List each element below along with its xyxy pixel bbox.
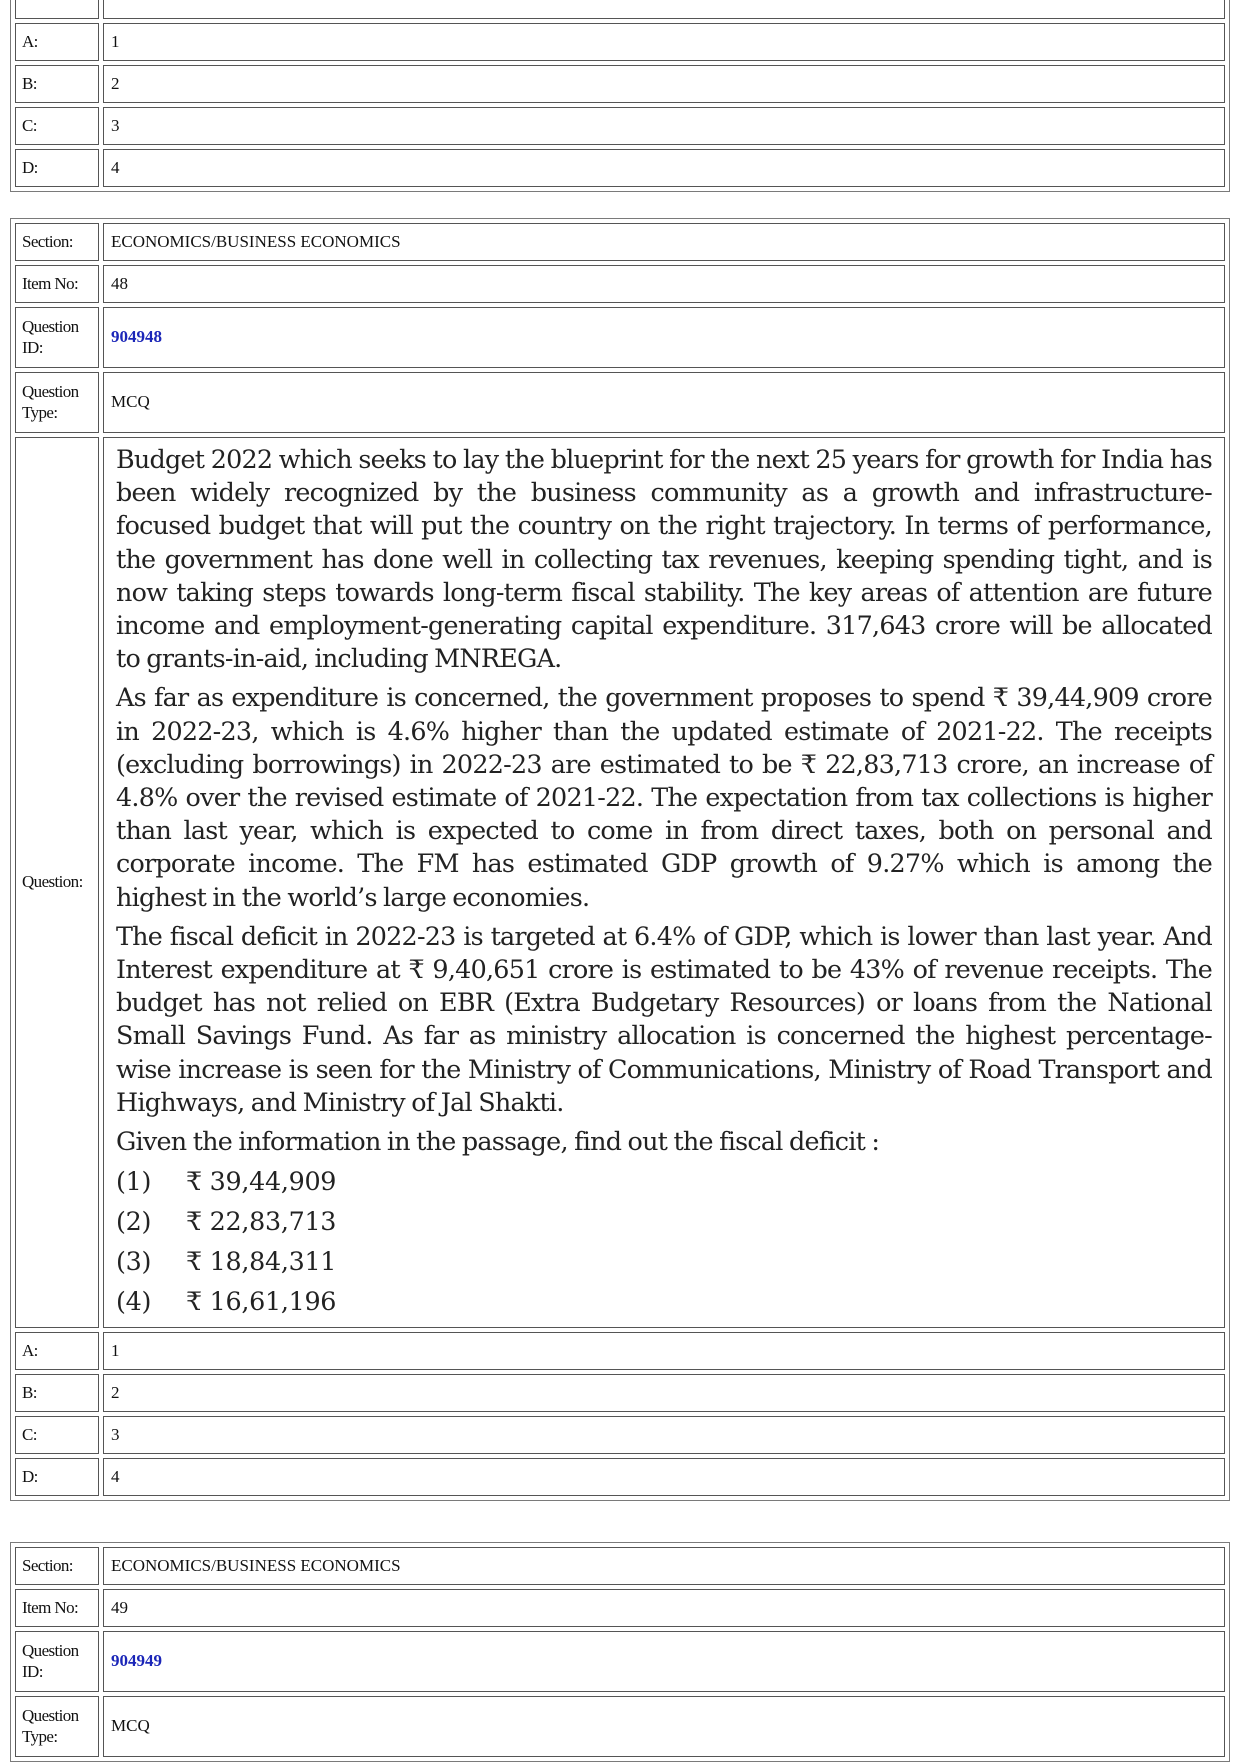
question-paragraph-2: As far as expenditure is concerned, the government proposes to spend ₹ 39,44,909 crore in 2022-23, which is 4.6% higher than the updated estimate of 2021-22. The receipts (excluding borrowings) in 2022-23 are estimated to be ₹ 22,83,713 crore, an increase of 4.8% over the revised estimate of 2021-22. The expectation from tax collections is higher than last year, which is expected to come in from direct taxes, both on personal and corporate income. The FM has estimated GDP growth of 9.27% which is among the highest in the world’s large economies. [116,682,1212,912]
item-no-row [15,1589,1225,1627]
option-value: 1 [103,23,1225,61]
option-row-a [15,23,1225,61]
option-row-a [15,1332,1225,1370]
answer-choice-4 [116,1281,1212,1321]
question-block-48 [10,218,1230,1501]
question-type-row [15,372,1225,433]
section-value: ECONOMICS/BUSINESS ECONOMICS [103,223,1225,261]
question-type-value: MCQ [103,1696,1225,1757]
question-id-label: Question ID: [15,1631,99,1692]
question-id-label: Question ID: [15,307,99,368]
previous-question-block [10,0,1230,192]
question-paragraph-3: The fiscal deficit in 2022-23 is targeted at 6.4% of GDP, which is lower than last year. And Interest expenditure at ₹ 9,40,651 crore is estimated to be 43% of revenue receipts. The budget has not relied on EBR (Extra Budgetary Resources) or loans from the National Small Savings Fund. As far as ministry allocation is concerned the highest percentage-wise increase is seen for the Ministry of Communications, Ministry of Road Transport and Highways, and Ministry of Jal Shakti. [116,920,1212,1117]
option-label: D: [15,1458,99,1496]
choice-number: (4) [116,1285,152,1316]
section-value: ECONOMICS/BUSINESS ECONOMICS [103,1547,1225,1585]
question-label-partial [15,0,99,19]
question-type-value: MCQ [103,372,1225,433]
choice-text: ₹ 16,61,196 [186,1285,337,1316]
option-row-c [15,1416,1225,1454]
section-label: Section: [15,223,99,261]
option-value: 2 [103,1374,1225,1412]
option-row-d [15,1458,1225,1496]
choice-text: ₹ 39,44,909 [186,1165,337,1196]
question-label: Question: [15,437,99,1328]
item-no-value: 48 [103,265,1225,303]
option-row-b [15,65,1225,103]
question-id-value[interactable]: 904949 [103,1631,1225,1692]
question-paragraph-1: Budget 2022 which seeks to lay the blueprint for the next 25 years for growth for India has been widely recognized by the business community as a growth and infrastructure-focused budget that will put the country on the right trajectory. In terms of performance, the government has done well in collecting tax revenues, keeping spending tight, and is now taking steps towards long-term fiscal stability. The key areas of attention are future income and employment-generating capital expenditure. 317,643 crore will be allocated to grants-in-aid, including MNREGA. [116,444,1212,674]
section-label: Section: [15,1547,99,1585]
section-row [15,223,1225,261]
item-no-value: 49 [103,1589,1225,1627]
choice-text: ₹ 22,83,713 [186,1205,337,1236]
option-label: C: [15,1416,99,1454]
answer-choice-2 [116,1201,1212,1241]
option-label: C: [15,107,99,145]
option-label: B: [15,1374,99,1412]
option-value: 2 [103,65,1225,103]
option-label: B: [15,65,99,103]
option-value: 3 [103,107,1225,145]
option-value: 3 [103,1416,1225,1454]
item-no-label: Item No: [15,1589,99,1627]
answer-choice-3 [116,1241,1212,1281]
question-type-label: Question Type: [15,1696,99,1757]
option-label: A: [15,23,99,61]
choice-number: (3) [116,1245,152,1276]
option-value: 4 [103,1458,1225,1496]
choice-text: ₹ 18,84,311 [186,1245,337,1276]
option-value: 1 [103,1332,1225,1370]
question-id-value[interactable]: 904948 [103,307,1225,368]
option-row-b [15,1374,1225,1412]
question-text-cell [103,437,1225,1328]
question-cell-partial [103,0,1225,19]
question-id-row [15,1631,1225,1692]
item-no-label: Item No: [15,265,99,303]
question-id-row [15,307,1225,368]
question-type-row [15,1696,1225,1757]
answer-choice-1 [116,1161,1212,1201]
choice-number: (1) [116,1165,152,1196]
question-block-49 [10,1542,1230,1762]
section-row [15,1547,1225,1585]
option-label: D: [15,149,99,187]
question-row [15,437,1225,1328]
question-type-label: Question Type: [15,372,99,433]
choice-number: (2) [116,1205,152,1236]
item-no-row [15,265,1225,303]
option-row-c [15,107,1225,145]
question-prompt: Given the information in the passage, find out the fiscal deficit : [116,1126,880,1157]
option-value: 4 [103,149,1225,187]
question-row-partial [15,0,1225,19]
option-label: A: [15,1332,99,1370]
option-row-d [15,149,1225,187]
